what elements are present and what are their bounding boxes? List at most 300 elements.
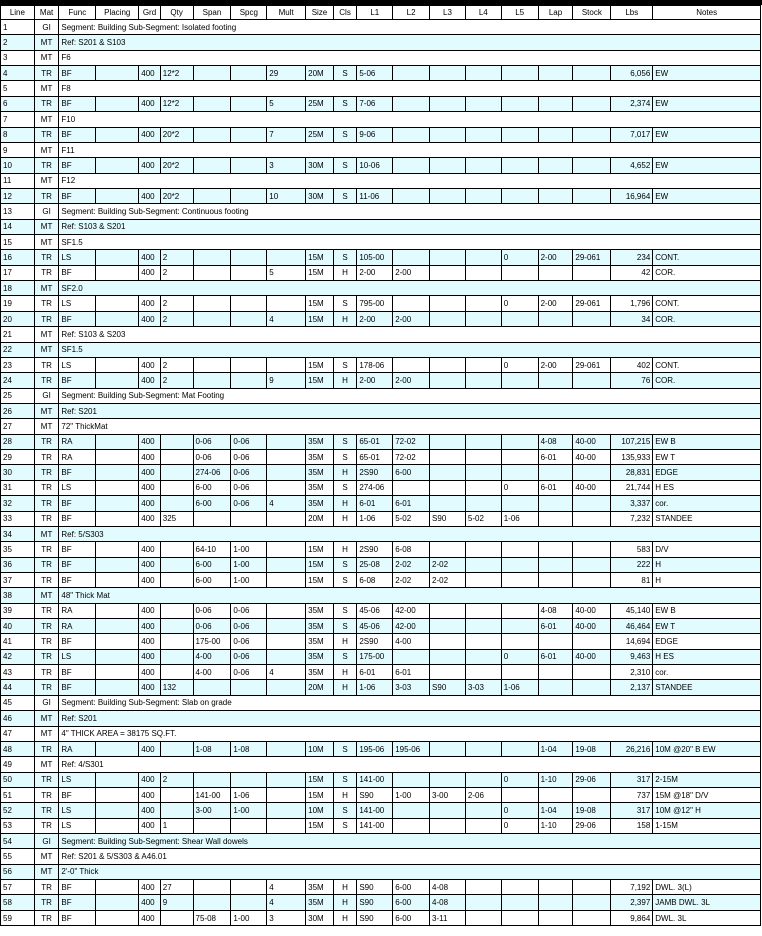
cell-mult <box>267 296 306 311</box>
cell-l4 <box>465 619 501 634</box>
table-row[interactable] <box>1 158 761 173</box>
cell-l3 <box>430 603 466 618</box>
cell-span: 6-00 <box>193 480 231 495</box>
cell-lap <box>538 634 573 649</box>
cell-span: 6-00 <box>193 572 231 587</box>
cell-l2 <box>393 127 430 142</box>
cell-line: 26 <box>1 403 35 418</box>
cell-line: 32 <box>1 496 35 511</box>
cell-l5 <box>501 311 538 326</box>
table-row[interactable] <box>1 173 761 188</box>
cell-lbs: 4,652 <box>611 158 653 173</box>
cell-grd: 400 <box>139 741 161 756</box>
cell-lbs: 26,216 <box>611 741 653 756</box>
cell-l1: S90 <box>357 787 393 802</box>
table-row[interactable] <box>1 357 761 372</box>
cell-l4 <box>465 465 501 480</box>
cell-stock <box>573 542 611 557</box>
cell-line: 40 <box>1 619 35 634</box>
cell-line: 41 <box>1 634 35 649</box>
column-header-span: Span <box>193 6 231 20</box>
cell-placing <box>96 787 139 802</box>
cell-l3: S90 <box>430 680 466 695</box>
cell-stock: 19-08 <box>573 741 611 756</box>
cell-text: Segment: Building Sub-Segment: Shear Wall dowels <box>59 834 761 849</box>
cell-line: 31 <box>1 480 35 495</box>
cell-mult: 4 <box>267 880 306 895</box>
cell-line: 20 <box>1 311 35 326</box>
cell-l2: 2-02 <box>393 572 430 587</box>
cell-span: 6-00 <box>193 557 231 572</box>
cell-span <box>193 311 231 326</box>
table-row[interactable] <box>1 910 761 925</box>
cell-stock <box>573 127 611 142</box>
cell-l1: 195-06 <box>357 741 393 756</box>
table-row[interactable] <box>1 711 761 726</box>
cell-span: 75-08 <box>193 910 231 925</box>
cell-l5 <box>501 127 538 142</box>
cell-mult: 4 <box>267 311 306 326</box>
cell-text: Ref: 5/S303 <box>59 526 761 541</box>
cell-l1: 2-00 <box>357 311 393 326</box>
table-row[interactable] <box>1 342 761 357</box>
table-row[interactable] <box>1 296 761 311</box>
table-row[interactable] <box>1 849 761 864</box>
table-row[interactable] <box>1 695 761 710</box>
cell-lbs: 107,215 <box>611 434 653 449</box>
cell-lbs: 7,017 <box>611 127 653 142</box>
cell-mat: TR <box>34 66 59 81</box>
cell-l1: 1-06 <box>357 511 393 526</box>
cell-text: 4" THICK AREA = 38175 SQ.FT. <box>59 726 761 741</box>
cell-func: RA <box>59 450 96 465</box>
cell-line: 47 <box>1 726 35 741</box>
cell-line: 57 <box>1 880 35 895</box>
cell-l2: 6-01 <box>393 665 430 680</box>
cell-mat: TR <box>34 803 59 818</box>
cell-l4 <box>465 96 501 111</box>
cell-spcg: 0-06 <box>231 450 267 465</box>
cell-size: 35M <box>306 895 334 910</box>
cell-grd: 400 <box>139 665 161 680</box>
cell-mat: MT <box>34 235 59 250</box>
cell-l2: 72-02 <box>393 450 430 465</box>
cell-lbs: 76 <box>611 373 653 388</box>
cell-spcg <box>231 373 267 388</box>
cell-mat: TR <box>34 265 59 280</box>
table-row[interactable] <box>1 96 761 111</box>
cell-lap: 2-00 <box>538 357 573 372</box>
table-row[interactable] <box>1 219 761 234</box>
cell-lap <box>538 572 573 587</box>
cell-notes: 10M @20" B EW <box>653 741 761 756</box>
column-header-lap: Lap <box>538 6 573 20</box>
cell-l2: 6-00 <box>393 910 430 925</box>
cell-size: 35M <box>306 434 334 449</box>
table-row[interactable] <box>1 557 761 572</box>
cell-spcg <box>231 818 267 833</box>
table-row[interactable] <box>1 818 761 833</box>
cell-mat: MT <box>34 588 59 603</box>
cell-l1: 141-00 <box>357 772 393 787</box>
cell-l3 <box>430 818 466 833</box>
table-row[interactable] <box>1 250 761 265</box>
cell-l3 <box>430 741 466 756</box>
cell-grd: 400 <box>139 772 161 787</box>
cell-lbs: 7,232 <box>611 511 653 526</box>
cell-span <box>193 772 231 787</box>
cell-l2 <box>393 188 430 203</box>
table-row[interactable] <box>1 542 761 557</box>
table-row[interactable] <box>1 204 761 219</box>
cell-stock: 40-00 <box>573 450 611 465</box>
cell-mult <box>267 450 306 465</box>
cell-grd: 400 <box>139 649 161 664</box>
cell-size: 30M <box>306 158 334 173</box>
cell-lbs: 2,137 <box>611 680 653 695</box>
cell-size: 35M <box>306 450 334 465</box>
cell-qty: 2 <box>160 296 193 311</box>
cell-notes: H <box>653 557 761 572</box>
table-row[interactable] <box>1 603 761 618</box>
cell-l5: 1-06 <box>501 680 538 695</box>
cell-qty: 2 <box>160 772 193 787</box>
cell-stock <box>573 557 611 572</box>
cell-size: 15M <box>306 818 334 833</box>
cell-size: 25M <box>306 127 334 142</box>
cell-l4 <box>465 803 501 818</box>
cell-line: 35 <box>1 542 35 557</box>
cell-grd: 400 <box>139 465 161 480</box>
table-row[interactable] <box>1 403 761 418</box>
table-row[interactable] <box>1 450 761 465</box>
cell-span: 0-06 <box>193 434 231 449</box>
table-row[interactable] <box>1 235 761 250</box>
table-row[interactable] <box>1 895 761 910</box>
table-row[interactable] <box>1 496 761 511</box>
cell-line: 3 <box>1 50 35 65</box>
cell-l5: 0 <box>501 480 538 495</box>
table-row[interactable] <box>1 373 761 388</box>
cell-l3 <box>430 772 466 787</box>
cell-l3 <box>430 357 466 372</box>
table-row[interactable] <box>1 66 761 81</box>
cell-grd: 400 <box>139 895 161 910</box>
cell-span: 6-00 <box>193 496 231 511</box>
cell-func: BF <box>59 787 96 802</box>
cell-lbs: 9,463 <box>611 649 653 664</box>
cell-size: 20M <box>306 511 334 526</box>
cell-l1: 5-06 <box>357 66 393 81</box>
table-row[interactable] <box>1 619 761 634</box>
table-row[interactable] <box>1 864 761 879</box>
cell-size: 15M <box>306 357 334 372</box>
table-row[interactable] <box>1 772 761 787</box>
cell-span <box>193 96 231 111</box>
cell-span <box>193 511 231 526</box>
cell-placing <box>96 434 139 449</box>
cell-spcg: 1-00 <box>231 803 267 818</box>
table-row[interactable] <box>1 588 761 603</box>
cell-line: 13 <box>1 204 35 219</box>
cell-cls: H <box>333 511 357 526</box>
cell-line: 38 <box>1 588 35 603</box>
cell-mat: TR <box>34 434 59 449</box>
table-row[interactable] <box>1 35 761 50</box>
cell-line: 4 <box>1 66 35 81</box>
table-row[interactable] <box>1 634 761 649</box>
cell-stock <box>573 265 611 280</box>
cell-spcg <box>231 265 267 280</box>
cell-lbs: 28,831 <box>611 465 653 480</box>
column-header-mult: Mult <box>267 6 306 20</box>
cell-lap <box>538 680 573 695</box>
cell-spcg <box>231 680 267 695</box>
cell-l2: 2-00 <box>393 311 430 326</box>
cell-span <box>193 680 231 695</box>
column-header-func: Func <box>59 6 96 20</box>
column-header-l5: L5 <box>501 6 538 20</box>
cell-qty <box>160 665 193 680</box>
table-row[interactable] <box>1 834 761 849</box>
table-row[interactable] <box>1 188 761 203</box>
cell-func: LS <box>59 480 96 495</box>
table-row[interactable] <box>1 787 761 802</box>
cell-l5: 0 <box>501 296 538 311</box>
cell-l1: 11-06 <box>357 188 393 203</box>
cell-mat: TR <box>34 480 59 495</box>
cell-l1: 2-00 <box>357 265 393 280</box>
cell-l2: 2-00 <box>393 373 430 388</box>
cell-l1: 65-01 <box>357 434 393 449</box>
table-row[interactable] <box>1 388 761 403</box>
cell-mat: MT <box>34 864 59 879</box>
table-row[interactable] <box>1 465 761 480</box>
table-row[interactable] <box>1 480 761 495</box>
cell-notes: H <box>653 572 761 587</box>
cell-notes: EW T <box>653 450 761 465</box>
cell-cls: S <box>333 357 357 372</box>
cell-mult <box>267 818 306 833</box>
cell-mult <box>267 634 306 649</box>
cell-text: Ref: S201 <box>59 403 761 418</box>
table-row[interactable] <box>1 803 761 818</box>
table-row[interactable] <box>1 511 761 526</box>
cell-line: 52 <box>1 803 35 818</box>
cell-text: F11 <box>59 142 761 157</box>
cell-size: 35M <box>306 634 334 649</box>
table-row[interactable] <box>1 127 761 142</box>
cell-span <box>193 265 231 280</box>
cell-cls: H <box>333 373 357 388</box>
cell-l5 <box>501 265 538 280</box>
cell-span <box>193 158 231 173</box>
cell-text: Ref: S201 & S103 <box>59 35 761 50</box>
cell-mat: TR <box>34 542 59 557</box>
cell-l5: 0 <box>501 649 538 664</box>
cell-line: 25 <box>1 388 35 403</box>
cell-placing <box>96 496 139 511</box>
cell-qty: 2 <box>160 311 193 326</box>
cell-l4 <box>465 296 501 311</box>
cell-l1: 7-06 <box>357 96 393 111</box>
cell-l4 <box>465 665 501 680</box>
cell-span: 175-00 <box>193 634 231 649</box>
table-row[interactable] <box>1 311 761 326</box>
cell-l2: 42-00 <box>393 603 430 618</box>
cell-mat: TR <box>34 619 59 634</box>
cell-l2: 6-08 <box>393 542 430 557</box>
cell-spcg: 0-06 <box>231 434 267 449</box>
cell-grd: 400 <box>139 787 161 802</box>
cell-stock <box>573 787 611 802</box>
cell-l5: 1-06 <box>501 511 538 526</box>
cell-l1: S90 <box>357 910 393 925</box>
cell-placing <box>96 373 139 388</box>
cell-l3 <box>430 496 466 511</box>
cell-qty: 1 <box>160 818 193 833</box>
cell-cls: S <box>333 66 357 81</box>
cell-cls: S <box>333 127 357 142</box>
cell-spcg <box>231 296 267 311</box>
cell-grd: 400 <box>139 572 161 587</box>
cell-func: BF <box>59 158 96 173</box>
cell-l3 <box>430 634 466 649</box>
cell-l4: 2-06 <box>465 787 501 802</box>
table-row[interactable] <box>1 112 761 127</box>
cell-spcg <box>231 188 267 203</box>
cell-stock: 40-00 <box>573 619 611 634</box>
cell-placing <box>96 895 139 910</box>
cell-qty <box>160 434 193 449</box>
cell-l3 <box>430 96 466 111</box>
table-row[interactable] <box>1 526 761 541</box>
cell-span <box>193 895 231 910</box>
cell-func: RA <box>59 603 96 618</box>
cell-lbs: 34 <box>611 311 653 326</box>
cell-l4 <box>465 188 501 203</box>
cell-func: LS <box>59 250 96 265</box>
table-row[interactable] <box>1 327 761 342</box>
table-row[interactable] <box>1 419 761 434</box>
cell-span: 64-10 <box>193 542 231 557</box>
cell-stock <box>573 373 611 388</box>
cell-lap <box>538 66 573 81</box>
cell-mat: MT <box>34 50 59 65</box>
table-row[interactable] <box>1 434 761 449</box>
cell-grd: 400 <box>139 511 161 526</box>
cell-l2 <box>393 803 430 818</box>
table-row[interactable] <box>1 757 761 772</box>
cell-line: 14 <box>1 219 35 234</box>
cell-text: Ref: S103 & S201 <box>59 219 761 234</box>
cell-lap <box>538 188 573 203</box>
column-header-cls: Cls <box>333 6 357 20</box>
table-row[interactable] <box>1 81 761 96</box>
cell-grd: 400 <box>139 910 161 925</box>
column-header-notes: Notes <box>653 6 761 20</box>
cell-l3 <box>430 665 466 680</box>
cell-cls: S <box>333 572 357 587</box>
table-row[interactable] <box>1 741 761 756</box>
cell-spcg <box>231 127 267 142</box>
cell-l4 <box>465 357 501 372</box>
cell-lap: 2-00 <box>538 296 573 311</box>
cell-l3 <box>430 373 466 388</box>
cell-line: 27 <box>1 419 35 434</box>
cell-lbs: 222 <box>611 557 653 572</box>
cell-cls: H <box>333 880 357 895</box>
cell-qty <box>160 480 193 495</box>
table-row[interactable] <box>1 649 761 664</box>
table-row[interactable] <box>1 572 761 587</box>
table-row[interactable] <box>1 142 761 157</box>
cell-qty: 132 <box>160 680 193 695</box>
cell-l3 <box>430 158 466 173</box>
cell-grd: 400 <box>139 680 161 695</box>
cell-mat: TR <box>34 772 59 787</box>
cell-spcg: 1-00 <box>231 910 267 925</box>
cell-notes: EW <box>653 127 761 142</box>
cell-mat: GI <box>34 388 59 403</box>
cell-text: SF1.5 <box>59 235 761 250</box>
cell-l2 <box>393 96 430 111</box>
cell-lbs: 317 <box>611 772 653 787</box>
cell-l3: 4-08 <box>430 895 466 910</box>
cell-cls: S <box>333 158 357 173</box>
cell-mat: MT <box>34 403 59 418</box>
cell-placing <box>96 634 139 649</box>
cell-lbs: 583 <box>611 542 653 557</box>
cell-stock <box>573 895 611 910</box>
cell-notes: COR. <box>653 373 761 388</box>
cell-cls: S <box>333 480 357 495</box>
cell-notes: 15M @18" D/V <box>653 787 761 802</box>
table-row[interactable] <box>1 20 761 35</box>
table-header-row <box>1 6 761 20</box>
cell-l2: 4-00 <box>393 634 430 649</box>
table-row[interactable] <box>1 50 761 65</box>
cell-l2: 6-00 <box>393 895 430 910</box>
cell-qty: 2 <box>160 265 193 280</box>
cell-l3 <box>430 66 466 81</box>
cell-l3 <box>430 649 466 664</box>
cell-cls: H <box>333 496 357 511</box>
table-row[interactable] <box>1 680 761 695</box>
table-row[interactable] <box>1 265 761 280</box>
cell-qty <box>160 557 193 572</box>
column-header-line: Line <box>1 6 35 20</box>
cell-func: LS <box>59 803 96 818</box>
cell-grd: 400 <box>139 265 161 280</box>
cell-span: 274-06 <box>193 465 231 480</box>
cell-func: BF <box>59 66 96 81</box>
cell-l1: 10-06 <box>357 158 393 173</box>
cell-span <box>193 818 231 833</box>
cell-l3: 4-08 <box>430 880 466 895</box>
table-row[interactable] <box>1 665 761 680</box>
cell-l1: 175-00 <box>357 649 393 664</box>
cell-size: 35M <box>306 465 334 480</box>
table-row[interactable] <box>1 281 761 296</box>
cell-stock <box>573 511 611 526</box>
cell-l3 <box>430 265 466 280</box>
table-row[interactable] <box>1 880 761 895</box>
cell-func: BF <box>59 880 96 895</box>
cell-placing <box>96 572 139 587</box>
cell-placing <box>96 158 139 173</box>
table-row[interactable] <box>1 726 761 741</box>
